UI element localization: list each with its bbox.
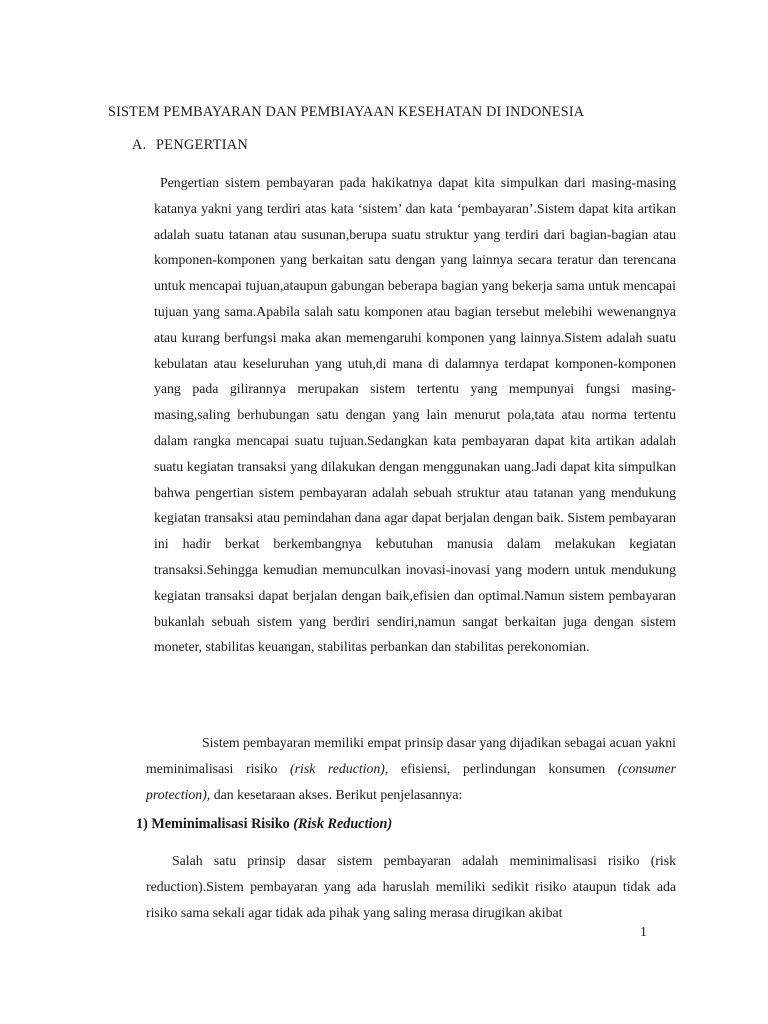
section-title: PENGERTIAN <box>156 137 249 153</box>
subheading-label: 1) Meminimalisasi Risiko <box>136 816 294 832</box>
paragraph-principles <box>146 730 676 807</box>
paragraph-principles-italic-2: (consumer protection), <box>146 760 676 802</box>
section-number: A. <box>132 137 147 153</box>
document-title: SISTEM PEMBAYARAN DAN PEMBIAYAAN KESEHATAN DI INDONESIA <box>108 104 585 120</box>
subheading-italic: (Risk Reduction) <box>293 816 393 832</box>
paragraph-principles-italic-1: (risk reduction), <box>290 760 389 776</box>
paragraph-definition: Pengertian sistem pembayaran pada hakikatnya dapat kita simpulkan dari masing-masing katanya yakni yang terdiri atas kata ‘sistem’ dan kata ‘pembayaran’.Sistem dapat kita artikan adalah suatu tatanan atau susunan,berupa suatu struktur yang terdiri dari bagian-bagian atau komponen-komponen yang berkaitan satu dengan yang lainnya secara teratur dan terencana untuk mencapai tujuan,ataupun gabungan beberapa bagian yang bekerja sama untuk mencapai tujuan yang sama.Apabila salah satu komponen atau bagian tersebut melebihi wewenangnya atau kurang berfungsi maka akan memengaruhi komponen yang lainnya.Sistem adalah suatu kebulatan atau keseluruhan yang utuh,di mana di dalamnya terdapat komponen-komponen yang pada gilirannya merupakan sistem tertentu yang mempunyai fungsi masing-masing,saling berhubungan satu dengan yang lain menurut pola,tata atau norma tertentu dalam rangka mencapai suatu tujuan.Sedangkan kata pembayaran dapat kita artikan adalah suatu kegiatan transaksi yang dilakukan dengan menggunakan uang.Jadi dapat kita simpulkan bahwa pengertian sistem pembayaran adalah sebuah struktur atau tatanan yang mendukung kegiatan transaksi atau pemindahan dana agar dapat berjalan dengan baik. Sistem pembayaran ini hadir berkat berkembangnya kebutuhan manusia dalam melakukan kegiatan transaksi.Sehingga kemudian memunculkan inovasi-inovasi yang modern untuk mendukung kegiatan transaksi dapat berjalan dengan baik,efisien dan optimal.Namun sistem pembayaran bukanlah sebuah sistem yang berdiri sendiri,namun sangat berkaitan juga dengan sistem moneter, stabilitas keuangan, stabilitas perbankan dan stabilitas perekonomian. <box>154 175 676 655</box>
paragraph-principles-text-3: dan kesetaraan akses. Berikut penjelasannya: <box>210 786 463 802</box>
page-number: 1 <box>640 924 647 939</box>
paragraph-principles-text-1: Sistem pembayaran memiliki empat prinsip dasar yang dijadikan sebagai acuan yakni meminimalisasi risiko <box>146 735 676 776</box>
paragraph-risk-reduction: Salah satu prinsip dasar sistem pembayaran adalah meminimalisasi risiko (risk reduction).Sistem pembayaran yang ada haruslah memiliki sedikit risiko ataupun tidak ada risiko sama sekali agar tidak ada pihak yang saling merasa dirugikan akibat <box>146 853 676 920</box>
subheading-risk-reduction <box>136 816 392 833</box>
section-heading <box>132 137 248 154</box>
paragraph-principles-text-2: efisiensi, perlindungan konsumen <box>388 760 618 776</box>
